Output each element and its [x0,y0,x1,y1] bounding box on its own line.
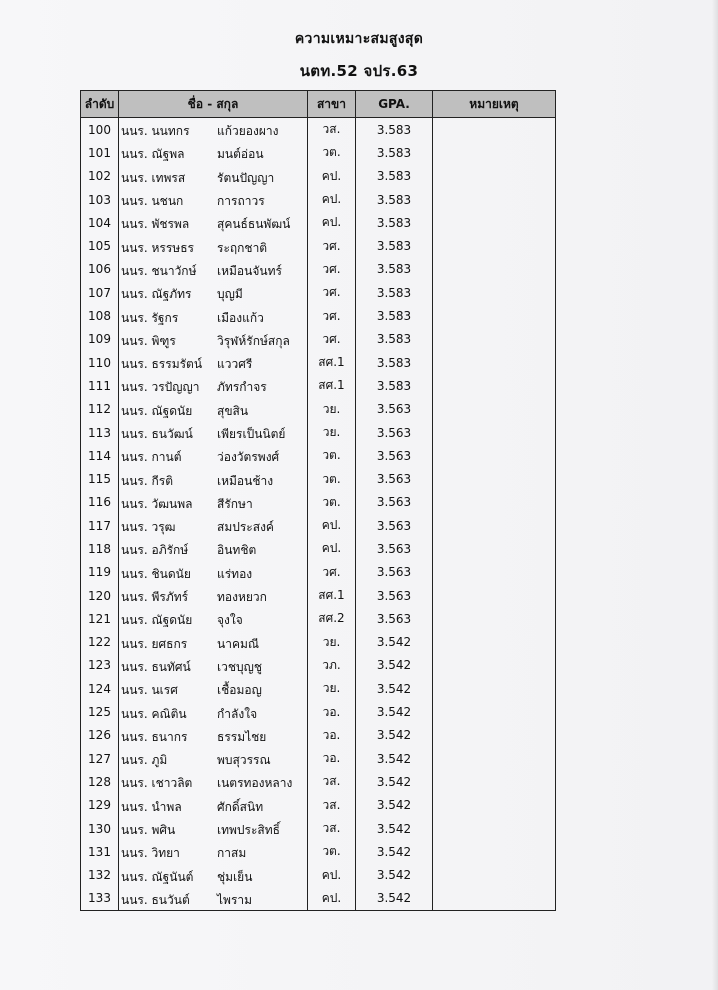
cell-name [119,188,308,211]
cell-name [119,584,308,607]
cell-note [433,281,556,304]
last-name: พบสุวรรณ [217,753,271,768]
table-row [81,887,556,911]
cell-note [433,188,556,211]
cell-no: 121 [81,607,119,630]
last-name: สุขสิน [217,403,249,418]
cell-gpa: 3.542 [356,770,433,793]
cell-no: 106 [81,258,119,281]
cell-note [433,351,556,374]
last-name: บุญมี [217,287,243,302]
cell-branch: วย. [308,398,356,421]
table-header-row [81,91,556,118]
cell-branch: วศ. [308,328,356,351]
cell-note [433,747,556,770]
cell-no: 109 [81,328,119,351]
table-row [81,141,556,164]
cell-no: 122 [81,631,119,654]
cell-no: 118 [81,537,119,560]
cell-no: 127 [81,747,119,770]
first-name: นนร. ธนวันต์ [121,892,190,907]
cell-note [433,514,556,537]
cell-no: 126 [81,724,119,747]
first-name: นนร. นนทกร [121,124,190,139]
cell-name [119,514,308,537]
table-row [81,304,556,327]
first-name: นนร. พัชรพล [121,217,190,232]
table-row [81,654,556,677]
cell-branch: คป. [308,514,356,537]
cell-gpa: 3.563 [356,398,433,421]
cell-branch: วย. [308,677,356,700]
cell-no: 123 [81,654,119,677]
cell-note [433,491,556,514]
cell-branch: สศ.1 [308,374,356,397]
cell-gpa: 3.583 [356,188,433,211]
cell-name [119,421,308,444]
last-name: เหมือนจันทร์ [217,263,282,278]
cell-branch: วศ. [308,561,356,584]
cell-branch: สศ.2 [308,607,356,630]
cell-gpa: 3.542 [356,817,433,840]
cell-name [119,281,308,304]
cell-branch: วต. [308,840,356,863]
first-name: นนร. พีรภัทร์ [121,590,189,605]
last-name: แร่ทอง [217,566,253,581]
cell-gpa: 3.583 [356,281,433,304]
cell-name [119,165,308,188]
cell-note [433,165,556,188]
cell-no: 117 [81,514,119,537]
last-name: กำลังใจ [217,706,258,721]
cell-gpa: 3.563 [356,514,433,537]
cell-name [119,118,308,142]
cell-no: 130 [81,817,119,840]
table-row [81,864,556,887]
cell-name [119,817,308,840]
cell-gpa: 3.583 [356,304,433,327]
table-row [81,491,556,514]
last-name: ระฤกชาติ [217,240,268,255]
cell-name [119,398,308,421]
cell-branch: สศ.1 [308,351,356,374]
cell-gpa: 3.563 [356,537,433,560]
cell-name [119,631,308,654]
cell-gpa: 3.583 [356,118,433,142]
cell-note [433,677,556,700]
first-name: นนร. นชนก [121,194,184,209]
cell-branch: วศ. [308,234,356,257]
cell-branch: คป. [308,537,356,560]
cell-no: 115 [81,467,119,490]
cell-no: 132 [81,864,119,887]
last-name: สมประสงค์ [217,520,274,535]
cell-branch: วส. [308,118,356,142]
last-name: ศักดิ์สนิท [217,799,264,814]
cell-gpa: 3.542 [356,864,433,887]
cell-gpa: 3.583 [356,351,433,374]
cell-branch: วต. [308,467,356,490]
cell-no: 101 [81,141,119,164]
first-name: นนร. เทพรส [121,170,186,185]
cell-gpa: 3.563 [356,467,433,490]
cell-no: 102 [81,165,119,188]
table-row [81,258,556,281]
first-name: นนร. วรปัญญา [121,380,200,395]
cell-gpa: 3.563 [356,607,433,630]
last-name: แก้วยองผาง [217,124,279,139]
table-row [81,840,556,863]
cell-note [433,421,556,444]
cell-branch: วย. [308,421,356,444]
cell-note [433,374,556,397]
cell-note [433,141,556,164]
cell-name [119,840,308,863]
cell-branch: วอ. [308,724,356,747]
first-name: นนร. นเรศ [121,683,178,698]
first-name: นนร. วรุฒ [121,520,176,535]
table-row [81,444,556,467]
cell-no: 110 [81,351,119,374]
cell-branch: วต. [308,141,356,164]
first-name: นนร. ยศธกร [121,636,188,651]
cell-gpa: 3.583 [356,211,433,234]
cell-gpa: 3.542 [356,700,433,723]
first-name: นนร. ณัฐดนัย [121,613,193,628]
cell-note [433,467,556,490]
cell-no: 128 [81,770,119,793]
cell-note [433,607,556,630]
table-row [81,165,556,188]
first-name: นนร. ธนทัศน์ [121,659,191,674]
cell-no: 116 [81,491,119,514]
table-body [81,118,556,911]
cell-branch: วส. [308,817,356,840]
cell-name [119,304,308,327]
cell-name [119,561,308,584]
last-name: มนต์อ่อน [217,147,264,162]
cell-name [119,794,308,817]
first-name: นนร. นำพล [121,799,182,814]
cell-no: 111 [81,374,119,397]
cell-note [433,537,556,560]
cell-branch: วส. [308,794,356,817]
cell-note [433,817,556,840]
table-row [81,607,556,630]
cell-name [119,328,308,351]
first-name: นนร. ณัฐนันต์ [121,869,194,884]
table-row [81,631,556,654]
cell-note [433,770,556,793]
cell-note [433,794,556,817]
cell-no: 105 [81,234,119,257]
cell-gpa: 3.542 [356,677,433,700]
last-name: สีรักษา [217,496,253,511]
cell-gpa: 3.583 [356,234,433,257]
cell-note [433,887,556,911]
cell-name [119,724,308,747]
cell-no: 120 [81,584,119,607]
cell-no: 113 [81,421,119,444]
table-row [81,234,556,257]
cell-no: 114 [81,444,119,467]
first-name: นนร. ภูมิ [121,753,168,768]
header-branch: สาขา [308,91,356,118]
cell-name [119,444,308,467]
first-name: นนร. ชินดนัย [121,566,191,581]
cell-gpa: 3.542 [356,747,433,770]
table-row [81,351,556,374]
last-name: เวชบุญชู [217,659,262,674]
cell-name [119,864,308,887]
cell-note [433,724,556,747]
cell-gpa: 3.563 [356,421,433,444]
cell-no: 112 [81,398,119,421]
first-name: นนร. เชาวลิต [121,776,193,791]
cell-branch: วภ. [308,654,356,677]
header-no: ลำดับ [81,91,119,118]
cell-name [119,351,308,374]
table-row [81,537,556,560]
last-name: เนตรทองหลาง [217,776,293,791]
last-name: แววศรี [217,357,253,372]
cell-no: 104 [81,211,119,234]
table-row [81,724,556,747]
cell-branch: วศ. [308,304,356,327]
last-name: จุงใจ [217,613,243,628]
cell-no: 119 [81,561,119,584]
table-row [81,398,556,421]
cell-name [119,607,308,630]
cell-note [433,328,556,351]
last-name: การถาวร [217,194,265,209]
cell-branch: วอ. [308,700,356,723]
cell-branch: คป. [308,165,356,188]
cell-note [433,631,556,654]
cell-branch: วศ. [308,258,356,281]
cell-branch: วศ. [308,281,356,304]
first-name: นนร. ธนากร [121,729,188,744]
cell-branch: วต. [308,491,356,514]
cell-name [119,887,308,911]
last-name: ภัทรกำจร [217,380,267,395]
cell-gpa: 3.542 [356,724,433,747]
cell-no: 129 [81,794,119,817]
cell-no: 133 [81,887,119,911]
first-name: นนร. หรรษธร [121,240,194,255]
cell-gpa: 3.542 [356,840,433,863]
cell-name [119,537,308,560]
last-name: ไพราม [217,892,253,907]
cell-gpa: 3.563 [356,444,433,467]
table-row [81,677,556,700]
last-name: กาสม [217,846,247,861]
last-name: ชุ่มเย็น [217,869,253,884]
cell-note [433,654,556,677]
cell-note [433,234,556,257]
cell-gpa: 3.583 [356,165,433,188]
last-name: ทองหยวก [217,590,267,605]
cell-gpa: 3.583 [356,141,433,164]
cell-branch: คป. [308,864,356,887]
cell-name [119,677,308,700]
cell-note [433,258,556,281]
last-name: อินทชิต [217,543,257,558]
cell-gpa: 3.563 [356,561,433,584]
first-name: นนร. วัฒนพล [121,496,193,511]
table-row [81,328,556,351]
cell-note [433,700,556,723]
last-name: เพียรเป็นนิตย์ [217,427,286,441]
cell-branch: วส. [308,770,356,793]
last-name: เมืองแก้ว [217,310,264,325]
first-name: นนร. กานต์ [121,450,182,465]
first-name: นนร. ณัฐภัทร [121,287,192,302]
table-row [81,467,556,490]
cell-branch: คป. [308,188,356,211]
cell-no: 131 [81,840,119,863]
last-name: สุคนธ์ธนพัฒน์ [217,217,291,232]
cell-no: 103 [81,188,119,211]
cell-branch: วอ. [308,747,356,770]
page-edge-shadow [712,0,718,990]
cell-note [433,398,556,421]
first-name: นนร. พิฑูร [121,333,176,348]
cell-no: 107 [81,281,119,304]
header-gpa: GPA. [356,91,433,118]
cell-branch: สศ.1 [308,584,356,607]
first-name: นนร. ชนาวักษ์ [121,263,197,278]
cell-no: 125 [81,700,119,723]
last-name: ธรรมไชย [217,729,267,744]
cell-note [433,840,556,863]
last-name: รัตนปัญญา [217,170,275,185]
cell-gpa: 3.542 [356,654,433,677]
last-name: เหมือนช้าง [217,473,274,488]
table-row [81,281,556,304]
cell-no: 100 [81,118,119,142]
cell-gpa: 3.542 [356,887,433,911]
table-row [81,374,556,397]
last-name: ว่องวัตรพงศ์ [217,450,280,465]
last-name: เทพประสิทธิ์ [217,823,280,838]
cell-no: 124 [81,677,119,700]
document-title: ความเหมาะสมสูงสุด [294,31,424,47]
cell-name [119,234,308,257]
cell-gpa: 3.583 [356,328,433,351]
table-row [81,118,556,142]
cell-branch: วย. [308,631,356,654]
cell-gpa: 3.563 [356,584,433,607]
table-row [81,421,556,444]
header-name: ชื่อ - สกุล [119,91,308,118]
table-row [81,211,556,234]
first-name: นนร. คณิติน [121,706,187,721]
cell-no: 108 [81,304,119,327]
table-row [81,584,556,607]
cell-name [119,747,308,770]
cell-gpa: 3.583 [356,374,433,397]
cell-note [433,561,556,584]
cell-name [119,491,308,514]
cell-branch: วต. [308,444,356,467]
cell-gpa: 3.542 [356,794,433,817]
last-name: วิรุฬห์รักษ์สกุล [217,333,290,348]
table-row [81,794,556,817]
table-row [81,817,556,840]
first-name: นนร. กีรติ [121,473,173,488]
cell-note [433,584,556,607]
first-name: นนร. วิทยา [121,846,180,861]
table-row [81,770,556,793]
first-name: นนร. ธรรมรัตน์ [121,357,203,372]
cell-branch: คป. [308,211,356,234]
header-note: หมายเหตุ [433,91,556,118]
cell-note [433,118,556,142]
first-name: นนร. ธนวัฒน์ [121,427,193,441]
cell-name [119,141,308,164]
first-name: นนร. พศิน [121,823,176,838]
first-name: นนร. รัฐกร [121,310,179,325]
first-name: นนร. อภิรักษ์ [121,543,189,558]
cell-note [433,864,556,887]
cell-note [433,211,556,234]
table-row [81,188,556,211]
document-subtitle: นตท.52 จปร.63 [299,62,419,80]
table-row [81,700,556,723]
cell-branch: คป. [308,887,356,911]
cell-name [119,374,308,397]
cell-name [119,654,308,677]
table-row [81,514,556,537]
cell-name [119,467,308,490]
first-name: นนร. ณัฐพล [121,147,185,162]
cell-name [119,770,308,793]
cell-note [433,444,556,467]
last-name: เชื้อมอญ [217,683,262,698]
table-row [81,747,556,770]
cell-name [119,211,308,234]
cell-note [433,304,556,327]
cell-gpa: 3.542 [356,631,433,654]
last-name: นาคมณี [217,636,260,651]
cell-name [119,258,308,281]
ranking-table [80,90,556,911]
cell-gpa: 3.563 [356,491,433,514]
table-row [81,561,556,584]
first-name: นนร. ณัฐดนัย [121,403,193,418]
cell-name [119,700,308,723]
cell-gpa: 3.583 [356,258,433,281]
